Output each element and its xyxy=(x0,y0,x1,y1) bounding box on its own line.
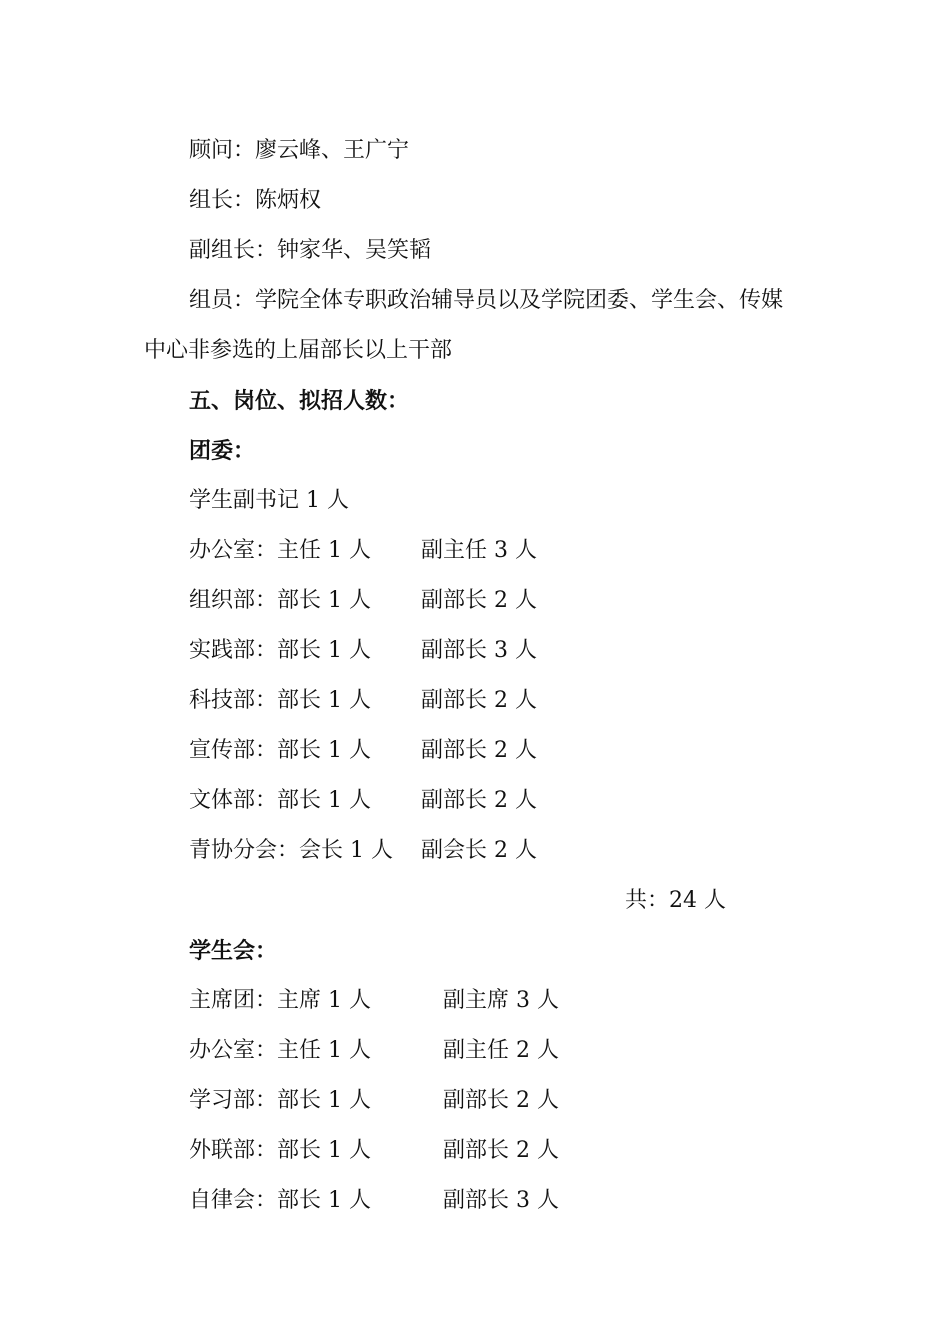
members-line-1: 组员：学院全体专职政治辅导员以及学院团委、学生会、传媒 xyxy=(189,288,784,313)
union-dept-office: 办公室：主任 1 人 xyxy=(189,1038,371,1063)
student-union-title: 学生会： xyxy=(189,938,278,964)
union-dept-study: 学习部：部长 1 人 xyxy=(189,1088,371,1113)
youth-dept-technology: 科技部：部长 1 人 xyxy=(189,688,371,713)
youth-dept-organization: 组织部：部长 1 人 xyxy=(189,588,371,613)
deputy-secretary-line: 学生副书记 1 人 xyxy=(189,488,349,513)
youth-dept-publicity: 宣传部：部长 1 人 xyxy=(189,738,371,763)
union-dept-external: 外联部：部长 1 人 xyxy=(189,1138,371,1163)
union-dept-discipline: 自律会：部长 1 人 xyxy=(189,1188,371,1213)
youth-dept-practice: 实践部：部长 1 人 xyxy=(189,638,371,663)
advisor-line: 顾问：廖云峰、王广宁 xyxy=(189,138,410,163)
union-vice-external: 副部长 2 人 xyxy=(443,1138,559,1163)
members-line-2: 中心非参选的上届部长以上干部 xyxy=(144,338,453,363)
youth-dept-office: 办公室：主任 1 人 xyxy=(189,538,371,563)
vice-leader-line: 副组长：钟家华、吴笑韬 xyxy=(189,238,432,263)
union-vice-discipline: 副部长 3 人 xyxy=(443,1188,559,1213)
leader-line: 组长：陈炳权 xyxy=(189,188,322,213)
youth-league-total: 共：24 人 xyxy=(625,888,726,913)
youth-dept-sports: 文体部：部长 1 人 xyxy=(189,788,371,813)
union-vice-study: 副部长 2 人 xyxy=(443,1088,559,1113)
union-vice-presidium: 副主席 3 人 xyxy=(443,988,559,1013)
youth-league-title: 团委： xyxy=(189,438,256,464)
union-dept-presidium: 主席团：主席 1 人 xyxy=(189,988,371,1013)
youth-vice-sports: 副部长 2 人 xyxy=(421,788,537,813)
union-vice-office: 副主任 2 人 xyxy=(443,1038,559,1063)
youth-vice-organization: 副部长 2 人 xyxy=(421,588,537,613)
youth-dept-volunteer: 青协分会：会长 1 人 xyxy=(189,838,393,863)
youth-vice-volunteer: 副会长 2 人 xyxy=(421,838,537,863)
youth-vice-technology: 副部长 2 人 xyxy=(421,688,537,713)
youth-vice-practice: 副部长 3 人 xyxy=(421,638,537,663)
youth-vice-office: 副主任 3 人 xyxy=(421,538,537,563)
youth-vice-publicity: 副部长 2 人 xyxy=(421,738,537,763)
section-heading: 五、岗位、拟招人数： xyxy=(189,388,410,414)
